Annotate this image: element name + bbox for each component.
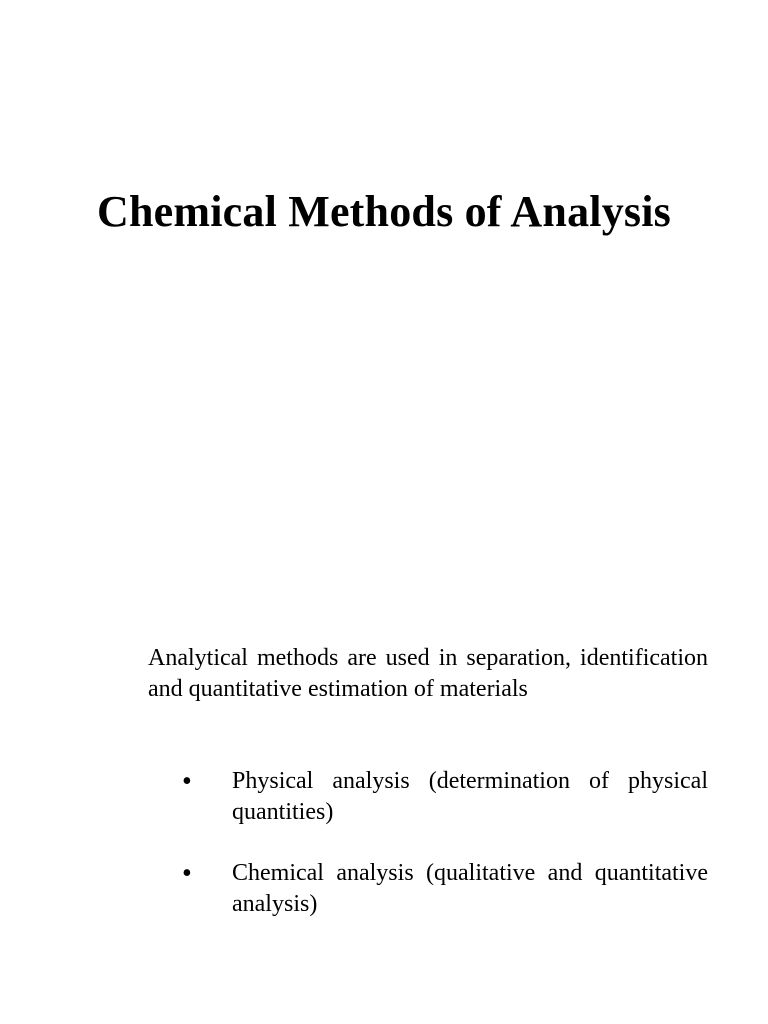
bullet-text: Chemical analysis (qualitative and quantitative analysis) [232, 860, 708, 917]
bullet-list [148, 766, 708, 950]
bullet-dot-icon: • [182, 858, 192, 889]
bullet-item-physical-analysis [148, 766, 708, 828]
bullet-item-chemical-analysis [148, 858, 708, 920]
bullet-dot-icon: • [182, 766, 192, 797]
bullet-text: Physical analysis (determination of physical quantities) [232, 768, 708, 825]
intro-paragraph: Analytical methods are used in separation, identification and quantitative estimation of materials [148, 645, 708, 702]
slide-title: Chemical Methods of Analysis [97, 187, 671, 236]
